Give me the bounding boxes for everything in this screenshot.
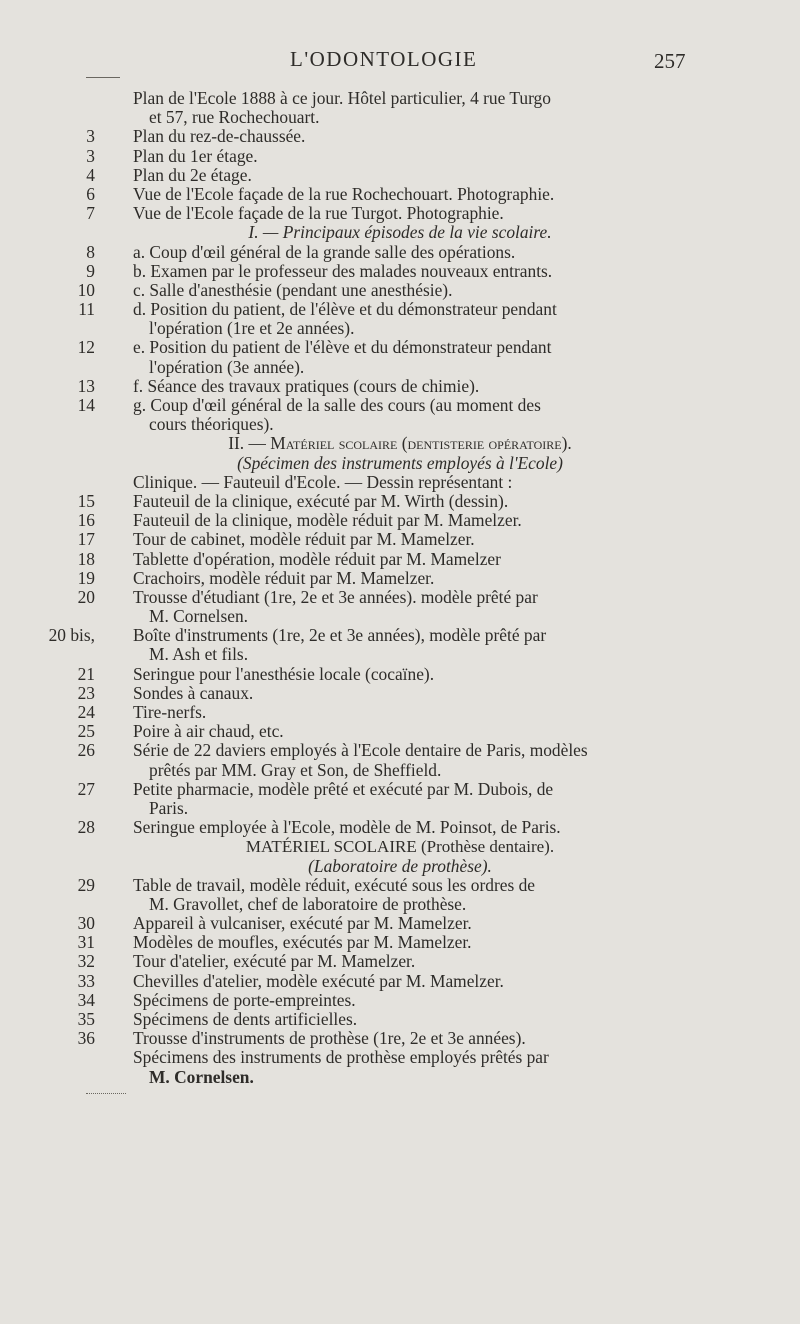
entry-text: Tire-nerfs. [133,702,207,722]
entry-text: Spécimens de dents artificielles. [133,1009,358,1029]
entry-line [0,147,800,166]
entry-line [0,396,800,415]
entry-number: 18 [77,548,95,569]
page-number: 257 [654,49,686,73]
entry-text: Crachoirs, modèle réduit par M. Mamelzer. [133,567,435,588]
section-heading [0,454,800,473]
entry-number: 11 [78,299,95,320]
entry-text: Vue de l'Ecole façade de la rue Rochechouart. Photographie. [133,183,555,204]
entry-text: Spécimens de porte-empreintes. [133,989,356,1010]
entry-number: 21 [77,663,95,684]
entry-text: Clinique. — Fauteuil d'Ecole. — Dessin représentant : [133,471,513,492]
entry-number: 4 [86,164,95,185]
entry-line [0,626,800,645]
entry-line [0,262,800,281]
entry-text: d. Position du patient, de l'élève et du démonstrateur pendant [133,299,557,320]
entry-text: Seringue pour l'anesthésie locale (cocaïne). [133,663,435,684]
entry-text: e. Position du patient de l'élève et du démonstrateur pendant [133,337,552,358]
entry-line [0,876,800,895]
entry-line [0,569,800,588]
entry-line [0,722,800,741]
entry-line [0,645,800,664]
header-rule [86,77,120,78]
entry-number: 30 [77,913,95,934]
entry-line [0,511,800,530]
entry-number: 36 [77,1028,95,1049]
entry-number: 24 [77,702,95,722]
entry-number: 13 [77,375,95,396]
entry-number: 32 [77,951,95,972]
entry-line [0,799,800,818]
entry-line [0,665,800,684]
entry-number: 10 [77,279,95,300]
entry-text: Table de travail, modèle réduit, exécuté sous les ordres de [133,874,535,895]
entry-line [0,281,800,300]
entry-text: Vue de l'Ecole façade de la rue Turgot. Photographie. [133,203,504,224]
section-heading [0,857,800,876]
entry-line [0,89,800,108]
entry-number: 20 bis, [48,625,95,646]
entry-line [0,684,800,703]
entry-number: 20 [77,586,95,607]
entry-number: 15 [77,490,95,511]
entry-text: Plan du 2e étage. [133,164,252,185]
entry-text: Tablette d'opération, modèle réduit par M. Mamelzer [133,548,501,569]
entry-line [0,914,800,933]
entry-number: 28 [77,817,95,838]
entry-text: Série de 22 daviers employés à l'Ecole dentaire de Paris, modèles [133,740,588,761]
entry-number: 29 [77,874,95,895]
section-heading [0,434,800,453]
entry-line [0,895,800,914]
entry-text: Appareil à vulcaniser, exécuté par M. Mamelzer. [133,913,472,934]
entry-text: c. Salle d'anesthésie (pendant une anesthésie). [133,279,453,300]
entry-text: Fauteuil de la clinique, modèle réduit par M. Mamelzer. [133,510,522,531]
entry-text: Plan du 1er étage. [133,145,258,166]
entry-line [0,319,800,338]
entry-line [0,952,800,971]
entry-line [0,1010,800,1029]
heading-text: (Spécimen des instruments employés à l'Ecole) [237,452,563,473]
entry-line [0,127,800,146]
entry-text: Seringue employée à l'Ecole, modèle de M. Poinsot, de Paris. [133,817,561,838]
page-header [0,47,800,77]
entry-line [0,204,800,223]
entry-number: 25 [77,721,95,742]
entry-text: Trousse d'étudiant (1re, 2e et 3e années). modèle prêté par [133,586,538,607]
entry-text: l'opération (3e année). [149,356,305,377]
section-heading [0,837,800,856]
page-body [0,89,800,1087]
entry-text: cours théoriques). [149,414,274,435]
entry-text: Fauteuil de la clinique, exécuté par M. Wirth (dessin). [133,490,509,511]
entry-number: 3 [86,145,95,166]
entry-line [0,818,800,837]
entry-number: 23 [77,682,95,703]
entry-text: M. Cornelsen. [149,1066,254,1087]
entry-line [0,1068,800,1087]
entry-line [0,473,800,492]
entry-line [0,1048,800,1067]
entry-text: Spécimens des instruments de prothèse employés prêtés par [133,1047,549,1068]
entry-number: 8 [86,241,95,262]
entry-line [0,761,800,780]
entry-text: l'opération (1re et 2e années). [149,318,355,339]
entry-text: g. Coup d'œil général de la salle des cours (au moment des [133,395,541,415]
entry-line [0,933,800,952]
entry-number: 27 [77,778,95,799]
entry-text: a. Coup d'œil général de la grande salle des opérations. [133,241,516,262]
entry-line [0,243,800,262]
entry-text: f. Séance des travaux pratiques (cours de chimie). [133,375,480,396]
entry-text: Paris. [149,797,189,818]
entry-line [0,166,800,185]
entry-line [0,607,800,626]
entry-number: 16 [77,510,95,531]
entry-text: Sondes à canaux. [133,682,254,703]
entry-text: Plan de l'Ecole 1888 à ce jour. Hôtel particulier, 4 rue Turgo [133,88,551,108]
entry-number: 34 [77,989,95,1010]
entry-number: 6 [86,183,95,204]
entry-line [0,741,800,760]
entry-text: Modèles de moufles, exécutés par M. Mamelzer. [133,932,472,953]
entry-line [0,358,800,377]
entry-line [0,185,800,204]
entry-text: Poire à air chaud, etc. [133,721,284,742]
heading-text: II. — Matériel scolaire (dentisterie opératoire). [228,433,572,454]
entry-text: M. Cornelsen. [149,606,249,627]
entry-line [0,588,800,607]
entry-line [0,377,800,396]
entry-number: 9 [86,260,95,281]
entry-number: 35 [77,1009,95,1029]
entry-line [0,1029,800,1048]
heading-text: (Laboratoire de prothèse). [308,855,492,876]
entry-text: Plan du rez-de-chaussée. [133,126,306,147]
entry-text: et 57, rue Rochechouart. [149,107,320,128]
entry-line [0,530,800,549]
entry-number: 19 [77,567,95,588]
entry-number: 17 [77,529,95,550]
entry-line [0,338,800,357]
entry-text: prêtés par MM. Gray et Son, de Sheffield. [149,759,442,780]
entry-text: b. Examen par le professeur des malades nouveaux entrants. [133,260,553,281]
entry-text: M. Gravollet, chef de laboratoire de prothèse. [149,893,467,914]
entry-text: Chevilles d'atelier, modèle exécuté par M. Mamelzer. [133,970,504,991]
entry-line [0,492,800,511]
entry-line [0,550,800,569]
entry-number: 26 [77,740,95,761]
entry-line [0,991,800,1010]
entry-text: M. Ash et fils. [149,644,249,665]
entry-line [0,780,800,799]
entry-line [0,300,800,319]
entry-number: 12 [77,337,95,358]
entry-text: Trousse d'instruments de prothèse (1re, 2e et 3e années). [133,1028,526,1049]
entry-number: 14 [77,395,95,415]
entry-text: Boîte d'instruments (1re, 2e et 3e années), modèle prêté par [133,625,547,646]
entry-number: 31 [77,932,95,953]
entry-text: Petite pharmacie, modèle prêté et exécuté par M. Dubois, de [133,778,554,799]
section-heading [0,223,800,242]
entry-line [0,108,800,127]
entry-text: Tour de cabinet, modèle réduit par M. Mamelzer. [133,529,475,550]
entry-number: 33 [77,970,95,991]
heading-text: I. — Principaux épisodes de la vie scolaire. [248,222,552,243]
entry-number: 7 [86,203,95,224]
entry-text: Tour d'atelier, exécuté par M. Mamelzer. [133,951,416,972]
running-title: L'ODONTOLOGIE [290,47,478,71]
entry-number: 3 [86,126,95,147]
bottom-mark [86,1093,126,1095]
entry-line [0,972,800,991]
entry-line [0,703,800,722]
heading-text: MATÉRIEL SCOLAIRE (Prothèse dentaire). [245,837,555,857]
entry-line [0,415,800,434]
